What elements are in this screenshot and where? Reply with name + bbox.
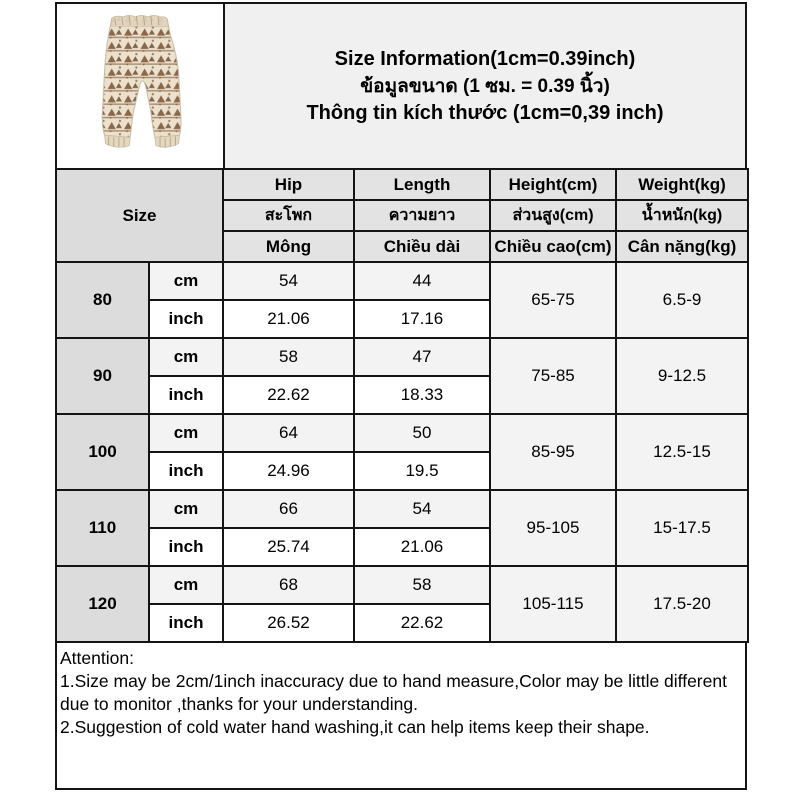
- unit-label-inch: inch: [149, 528, 223, 566]
- top-section: [55, 2, 747, 168]
- length-header-th: ความยาว: [354, 200, 490, 231]
- hip-cm-value: 54: [223, 262, 354, 300]
- title-english: Size Information(1cm=0.39inch): [334, 47, 636, 70]
- size-value: 80: [56, 262, 149, 338]
- height-header-vi: Chiều cao(cm): [490, 231, 616, 262]
- attention-section: [55, 643, 747, 790]
- unit-label-inch: inch: [149, 376, 223, 414]
- hip-cm-value: 66: [223, 490, 354, 528]
- product-pants-image: [73, 12, 208, 160]
- unit-label-cm: cm: [149, 490, 223, 528]
- hip-inch-value: 22.62: [223, 376, 354, 414]
- size-value: 90: [56, 338, 149, 414]
- title-thai: ข้อมูลขนาด (1 ซม. = 0.39 นิ้ว): [360, 75, 610, 97]
- title-vietnamese: Thông tin kích thước (1cm=0,39 inch): [306, 101, 664, 124]
- unit-label-cm: cm: [149, 338, 223, 376]
- unit-label-inch: inch: [149, 452, 223, 490]
- height-range-value: 75-85: [490, 338, 616, 414]
- weight-header-vi: Cân nặng(kg): [616, 231, 748, 262]
- height-range-value: 65-75: [490, 262, 616, 338]
- length-cm-value: 47: [354, 338, 490, 376]
- weight-range-value: 6.5-9: [616, 262, 748, 338]
- weight-header-en: Weight(kg): [616, 169, 748, 200]
- hip-inch-value: 25.74: [223, 528, 354, 566]
- hip-cm-value: 58: [223, 338, 354, 376]
- height-range-value: 95-105: [490, 490, 616, 566]
- size-value: 110: [56, 490, 149, 566]
- size-column-header: Size: [56, 169, 223, 262]
- hip-header-vi: Mông: [223, 231, 354, 262]
- height-header-th: ส่วนสูง(cm): [490, 200, 616, 231]
- unit-label-inch: inch: [149, 604, 223, 642]
- length-inch-value: 22.62: [354, 604, 490, 642]
- height-range-value: 105-115: [490, 566, 616, 642]
- unit-label-cm: cm: [149, 566, 223, 604]
- weight-range-value: 15-17.5: [616, 490, 748, 566]
- height-range-value: 85-95: [490, 414, 616, 490]
- weight-range-value: 17.5-20: [616, 566, 748, 642]
- hip-inch-value: 24.96: [223, 452, 354, 490]
- length-cm-value: 50: [354, 414, 490, 452]
- attention-note-1: 1.Size may be 2cm/1inch inaccuracy due to hand measure,Color may be little different due to monitor ,thanks for your understanding.: [60, 671, 727, 714]
- length-header-vi: Chiều dài: [354, 231, 490, 262]
- attention-note-2: 2.Suggestion of cold water hand washing,it can help items keep their shape.: [60, 717, 650, 737]
- attention-title: Attention:: [60, 648, 134, 668]
- unit-label-cm: cm: [149, 262, 223, 300]
- size-chart-sheet: [55, 2, 747, 790]
- hip-inch-value: 26.52: [223, 604, 354, 642]
- hip-header-th: สะโพก: [223, 200, 354, 231]
- hip-cm-value: 64: [223, 414, 354, 452]
- size-table: [55, 168, 749, 643]
- length-cm-value: 58: [354, 566, 490, 604]
- product-image-cell: [57, 4, 225, 168]
- weight-header-th: น้ำหนัก(kg): [616, 200, 748, 231]
- unit-label-cm: cm: [149, 414, 223, 452]
- length-inch-value: 21.06: [354, 528, 490, 566]
- length-header-en: Length: [354, 169, 490, 200]
- unit-label-inch: inch: [149, 300, 223, 338]
- weight-range-value: 12.5-15: [616, 414, 748, 490]
- length-inch-value: 17.16: [354, 300, 490, 338]
- size-information-title-cell: [225, 4, 745, 168]
- size-value: 100: [56, 414, 149, 490]
- length-cm-value: 44: [354, 262, 490, 300]
- length-cm-value: 54: [354, 490, 490, 528]
- hip-cm-value: 68: [223, 566, 354, 604]
- height-header-en: Height(cm): [490, 169, 616, 200]
- weight-range-value: 9-12.5: [616, 338, 748, 414]
- hip-header-en: Hip: [223, 169, 354, 200]
- hip-inch-value: 21.06: [223, 300, 354, 338]
- size-value: 120: [56, 566, 149, 642]
- length-inch-value: 18.33: [354, 376, 490, 414]
- length-inch-value: 19.5: [354, 452, 490, 490]
